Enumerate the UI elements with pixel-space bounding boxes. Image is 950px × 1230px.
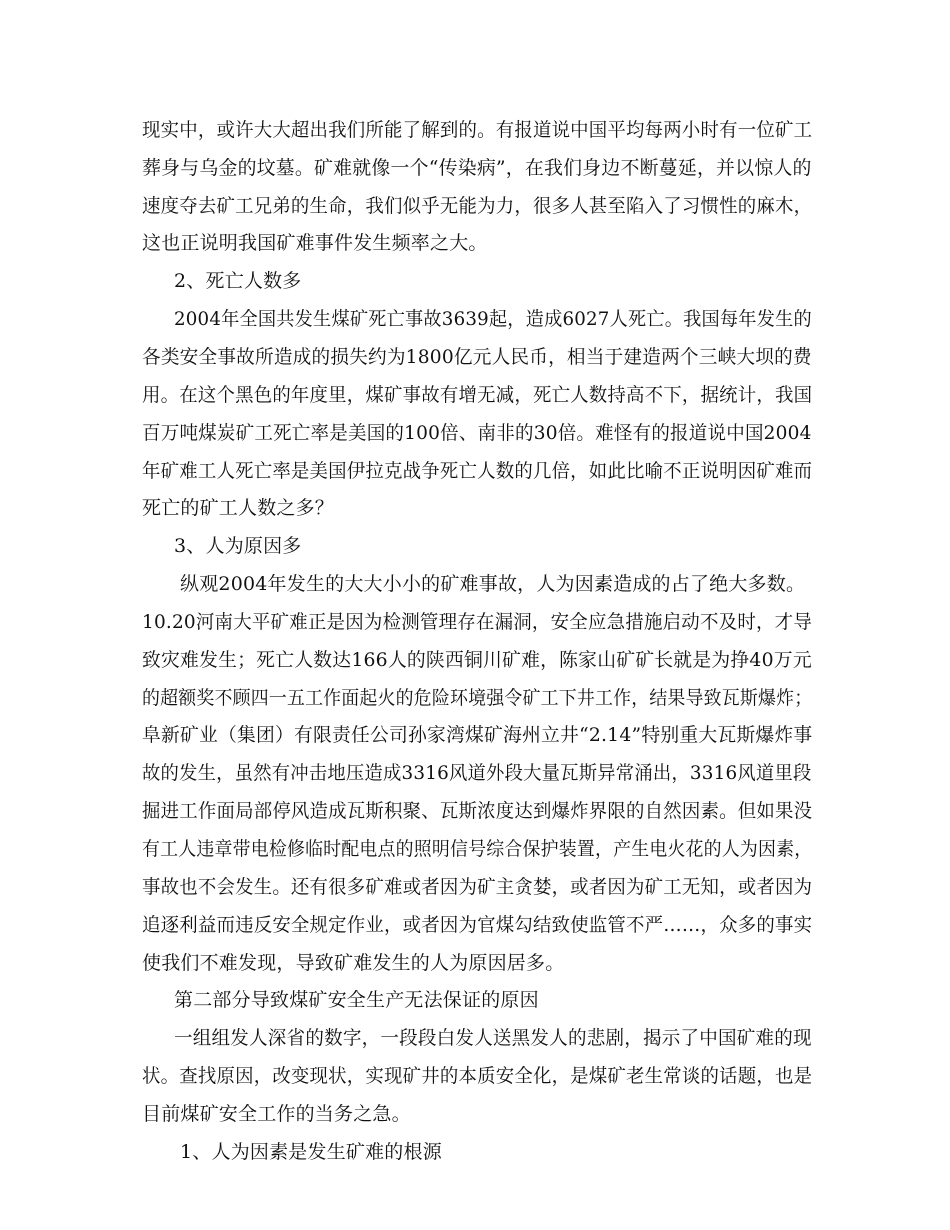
paragraph-line: 状。查找原因，改变现状，实现矿井的本质安全化，是煤矿老生常谈的话题，也是 [142, 1065, 813, 1087]
section-heading: 3、人为原因多 [174, 535, 302, 557]
paragraph-line: 追逐利益而违反安全规定作业，或者因为官煤勾结致使监管不严……，众多的事实 [142, 914, 813, 936]
section-heading: 1、人为因素是发生矿难的根源 [180, 1141, 442, 1163]
paragraph-line: 葬身与乌金的坟墓。矿难就像一个“传染病”，在我们身边不断蔓延，并以惊人的 [142, 157, 812, 179]
paragraph-line: 年矿难工人死亡率是美国伊拉克战争死亡人数的几倍，如此比喻不正说明因矿难而 [142, 460, 813, 482]
paragraph-line: 这也正说明我国矿难事件发生频率之大。 [142, 232, 488, 254]
paragraph-line: 阜新矿业（集团）有限责任公司孙家湾煤矿海州立井“2.14”特别重大瓦斯爆炸事 [142, 724, 813, 746]
paragraph-line: 纵观2004年发生的大大小小的矿难事故，人为因素造成的占了绝大多数。 [180, 573, 806, 595]
paragraph-line: 使我们不难发现，导致矿难发生的人为原因居多。 [142, 952, 565, 974]
paragraph-line: 10.20河南大平矿难正是因为检测管理存在漏洞，安全应急措施启动不及时，才导 [142, 611, 812, 633]
paragraph-line: 掘进工作面局部停风造成瓦斯积聚、瓦斯浓度达到爆炸界限的自然因素。但如果没 [142, 800, 813, 822]
paragraph-line: 有工人违章带电检修临时配电点的照明信号综合保护装置，产生电火花的人为因素， [142, 838, 813, 860]
paragraph-line: 现实中，或许大大超出我们所能了解到的。有报道说中国平均每两小时有一位矿工 [142, 119, 813, 141]
paragraph-line: 一组组发人深省的数字，一段段白发人送黑发人的悲剧，揭示了中国矿难的现 [174, 1027, 812, 1049]
paragraph-line: 故的发生，虽然有冲击地压造成3316风道外段大量瓦斯异常涌出，3316风道里段 [142, 762, 812, 784]
paragraph-line: 2004年全国共发生煤矿死亡事故3639起，造成6027人死亡。我国每年发生的 [174, 308, 812, 330]
paragraph-line: 百万吨煤炭矿工死亡率是美国的100倍、南非的30倍。难怪有的报道说中国2004 [142, 422, 812, 444]
paragraph-line: 用。在这个黑色的年度里，煤矿事故有增无减，死亡人数持高不下，据统计，我国 [142, 384, 813, 406]
paragraph-line: 致灾难发生；死亡人数达166人的陕西铜川矿难，陈家山矿矿长就是为挣40万元 [142, 649, 812, 671]
paragraph-line: 死亡的矿工人数之多？ [142, 497, 335, 519]
paragraph-line: 速度夺去矿工兄弟的生命，我们似乎无能为力，很多人甚至陷入了习惯性的麻木， [142, 195, 813, 217]
paragraph-line: 各类安全事故所造成的损失约为1800亿元人民币，相当于建造两个三峡大坝的费 [142, 346, 812, 368]
paragraph-line: 目前煤矿安全工作的当务之急。 [142, 1103, 411, 1125]
paragraph-line: 事故也不会发生。还有很多矿难或者因为矿主贪婪，或者因为矿工无知，或者因为 [142, 876, 813, 898]
section-heading: 2、死亡人数多 [174, 270, 302, 292]
section-heading: 第二部分导致煤矿安全生产无法保证的原因 [174, 989, 539, 1011]
paragraph-line: 的超额奖不顾四一五工作面起火的危险环境强令矿工下井工作，结果导致瓦斯爆炸； [142, 687, 813, 709]
